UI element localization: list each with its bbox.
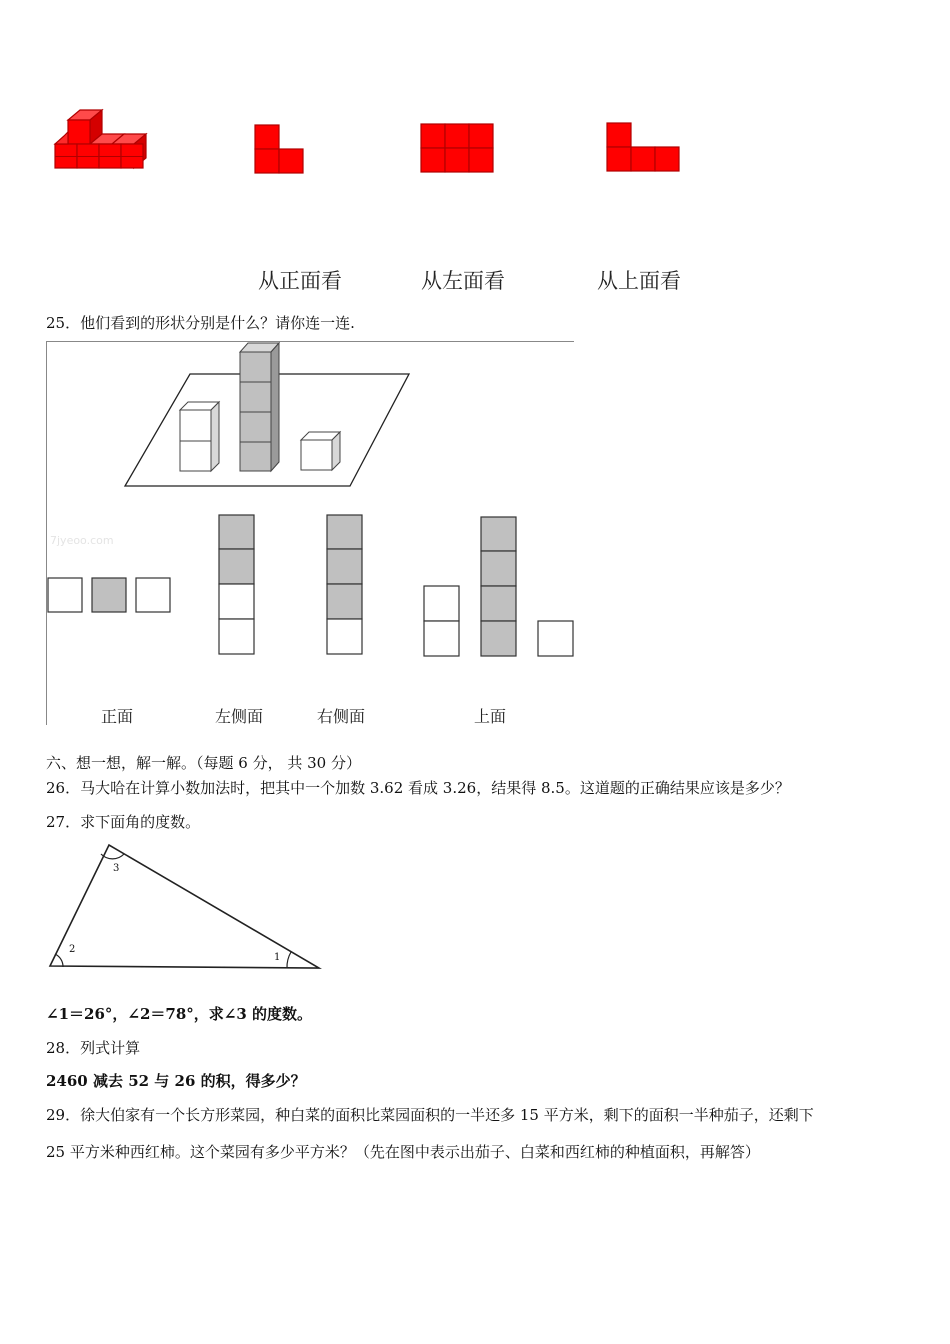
label-front: 正面 <box>101 707 134 726</box>
label-top: 上面 <box>474 707 507 726</box>
red-front-view <box>254 124 306 176</box>
question-25: 25．他们看到的形状分别是什么？请你连一连. <box>46 314 355 332</box>
question-26: 26．马大哈在计算小数加法时，把其中一个加数 3.62 看成 3.26，结果得 8.5。这道题的正确结果应该是多少？ <box>46 779 790 797</box>
q28-expression: 2460 减去 52 与 26 的积，得多少？ <box>46 1072 306 1090</box>
red-top-view <box>606 122 682 174</box>
red-left-view <box>420 123 496 175</box>
q27-given: ∠1＝26°，∠2＝78°，求∠3 的度数。 <box>46 1005 312 1023</box>
caption-top-view: 从上面看 <box>597 269 681 293</box>
angle-label-1: 1 <box>274 952 281 963</box>
caption-front-view: 从正面看 <box>258 269 342 293</box>
option-three-squares <box>47 577 173 615</box>
section-6-title: 六、想一想，解一解。（每题 6 分， 共 30 分） <box>46 754 361 772</box>
option-column-2gray-2white <box>218 514 256 656</box>
q25-3d-scene <box>120 340 415 490</box>
question-28: 28．列式计算 <box>46 1039 141 1057</box>
question-29-line2: 25 平方米种西红柿。这个菜园有多少平方米？（先在图中表示出茄子、白菜和西红柿的种植面积，再解答） <box>46 1143 760 1161</box>
option-front-layout <box>423 516 575 658</box>
angle-label-3: 3 <box>113 863 120 874</box>
watermark: 7jyeoo.com <box>50 534 114 547</box>
triangle-figure <box>45 840 325 972</box>
angle-label-2: 2 <box>69 944 76 955</box>
label-left-side: 左侧面 <box>215 707 264 726</box>
question-29-line1: 29．徐大伯家有一个长方形菜园，种白菜的面积比菜园面积的一半还多 15 平方米，剩下的面积一半种茄子，还剩下 <box>46 1106 814 1124</box>
caption-left-view: 从左面看 <box>421 269 505 293</box>
option-column-3gray-1white <box>326 514 364 656</box>
label-right-side: 右侧面 <box>317 707 366 726</box>
red-cube-3d-figure <box>50 108 150 184</box>
question-27: 27．求下面角的度数。 <box>46 813 201 831</box>
